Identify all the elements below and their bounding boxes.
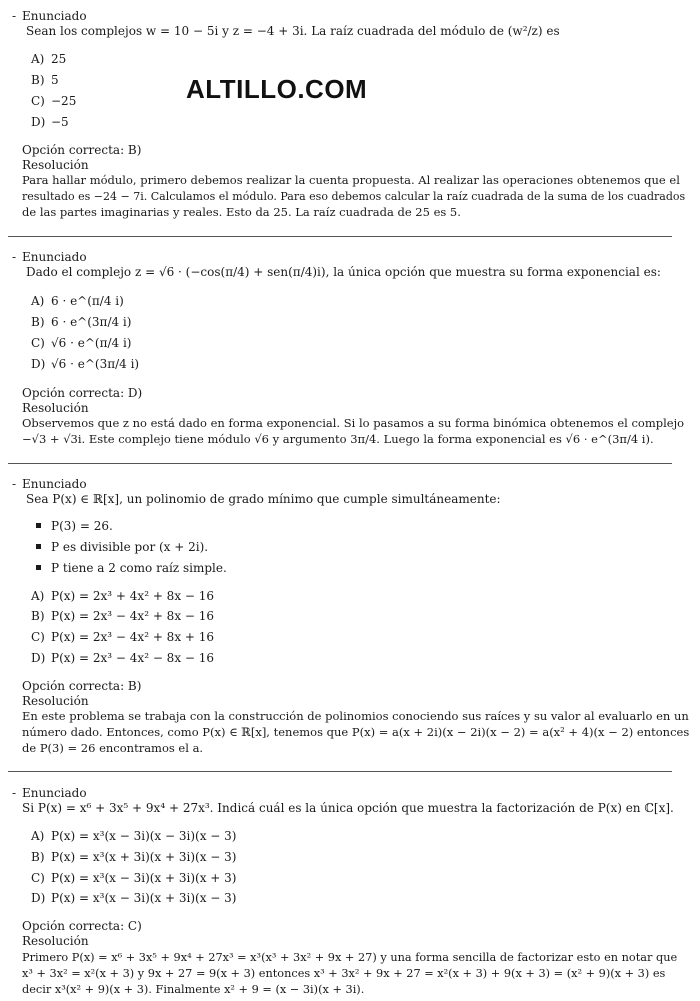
option-b: B) P(x) = x³(x + 3i)(x + 3i)(x − 3) <box>31 850 237 864</box>
option-a: A) P(x) = x³(x − 3i)(x − 3i)(x − 3) <box>31 829 237 843</box>
bullet-square-icon <box>36 544 41 549</box>
resolution-line: decir x³(x² + 9)(x + 3). Finalmente x² + 9 = (x − 3i)(x + 3i). <box>22 983 365 996</box>
condition-item: P es divisible por (x + 2i). <box>36 540 208 556</box>
option-d: D) P(x) = 2x³ − 4x² − 8x − 16 <box>31 651 215 665</box>
resolution-line: En este problema se trabaja con la construcción de polinomios conociendo sus raíces y su valor al evaluarlo en un <box>22 709 689 723</box>
altillo-watermark-logo: ALTILLO.COM <box>186 74 368 104</box>
enunciado-label: Enunciado <box>22 786 87 800</box>
enunciado-label: Enunciado <box>22 477 87 491</box>
option-c: C) −25 <box>31 94 77 108</box>
resolution-line: de las partes imaginarias y reales. Esto da 25. La raíz cuadrada de 25 es 5. <box>22 205 461 219</box>
bullet-square-icon <box>36 565 41 570</box>
option-c: C) P(x) = 2x³ − 4x² + 8x + 16 <box>31 630 215 644</box>
section-divider <box>8 236 672 237</box>
option-d: D) P(x) = x³(x − 3i)(x + 3i)(x − 3) <box>31 891 237 905</box>
resolution-line: número dado. Entonces, como P(x) ∈ ℝ[x], tenemos que P(x) = a(x + 2i)(x − 2i)(x − 2) = a(x² + 4)(x − 2) entonces <box>22 725 690 739</box>
resolution-line: de P(3) = 26 encontramos el a. <box>22 741 204 755</box>
option-b: B) 5 <box>31 73 59 87</box>
enunciado-heading: - Enunciado <box>12 477 87 491</box>
resolution-line: Observemos que z no está dado en forma exponencial. Si lo pasamos a su forma binómica obtenemos el complejo <box>22 416 685 430</box>
enunciado-heading: - Enunciado <box>12 9 87 23</box>
correct-answer: Opción correcta: B) <box>22 679 142 693</box>
question-statement: Sea P(x) ∈ ℝ[x], un polinomio de grado mínimo que cumple simultáneamente: <box>26 492 501 506</box>
section-divider <box>8 771 672 772</box>
resolution-heading: Resolución <box>22 694 89 708</box>
option-d: D) −5 <box>31 115 69 129</box>
resolution-heading: Resolución <box>22 934 89 948</box>
resolution-line: Para hallar módulo, primero debemos realizar la cuenta propuesta. Al realizar las operaciones obtenemos que el <box>22 173 680 187</box>
bullet-square-icon <box>36 523 41 528</box>
condition-item: P tiene a 2 como raíz simple. <box>36 561 227 577</box>
option-a: A) P(x) = 2x³ + 4x² + 8x − 16 <box>31 589 215 603</box>
condition-item: P(3) = 26. <box>36 519 113 535</box>
option-c: C) P(x) = x³(x − 3i)(x + 3i)(x + 3) <box>31 871 237 885</box>
resolution-heading: Resolución <box>22 401 89 415</box>
question-statement: Sean los complejos w = 10 − 5i y z = −4 + 3i. La raíz cuadrada del módulo de (w²/z) es <box>26 24 560 38</box>
resolution-line: x³ + 3x² = x²(x + 3) y 9x + 27 = 9(x + 3) entonces x³ + 3x² + 9x + 27 = x²(x + 3) + 9(x + 3) = (x² + 9)(x + 3) es <box>22 967 666 980</box>
question-statement: Dado el complejo z = √6 · (−cos(π/4) + sen(π/4)i), la única opción que muestra su forma exponencial es: <box>26 265 661 279</box>
option-c: C) √6 · e^(π/4 i) <box>31 336 132 350</box>
option-a: A) 25 <box>31 52 67 66</box>
resolution-heading: Resolución <box>22 158 89 172</box>
option-b: B) 6 · e^(3π/4 i) <box>31 315 132 329</box>
resolution-line: resultado es −24 − 7i. Calculamos el módulo. Para eso debemos calcular la raíz cuadrada de la suma de los cuadrados <box>22 190 686 203</box>
option-a: A) 6 · e^(π/4 i) <box>31 294 124 308</box>
correct-answer: Opción correcta: B) <box>22 143 142 157</box>
option-d: D) √6 · e^(3π/4 i) <box>31 357 140 371</box>
enunciado-heading: - Enunciado <box>12 786 87 800</box>
correct-answer: Opción correcta: D) <box>22 386 143 400</box>
enunciado-label: Enunciado <box>22 250 87 264</box>
resolution-line: Primero P(x) = x⁶ + 3x⁵ + 9x⁴ + 27x³ = x³(x³ + 3x² + 9x + 27) y una forma sencilla de factorizar esto en notar que <box>22 951 678 964</box>
question-statement: Si P(x) = x⁶ + 3x⁵ + 9x⁴ + 27x³. Indicá cuál es la única opción que muestra la factorización de P(x) en ℂ[x]. <box>22 801 674 815</box>
enunciado-heading: - Enunciado <box>12 250 87 264</box>
section-divider <box>8 463 672 464</box>
option-b: B) P(x) = 2x³ − 4x² + 8x − 16 <box>31 609 215 623</box>
correct-answer: Opción correcta: C) <box>22 919 142 933</box>
resolution-line: −√3 + √3i. Este complejo tiene módulo √6 y argumento 3π/4. Luego la forma exponencial es √6 · e^(3π/4 i). <box>22 432 654 446</box>
enunciado-label: Enunciado <box>22 9 87 23</box>
